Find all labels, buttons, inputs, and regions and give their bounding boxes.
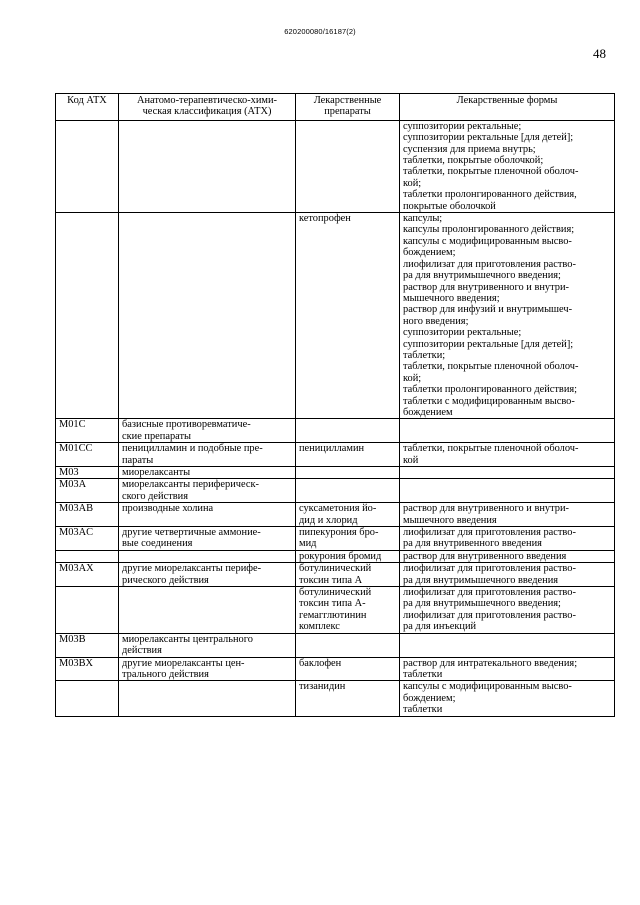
cell-line: кой: [403, 454, 419, 466]
cell-line: миорелаксанты центрального: [122, 633, 253, 645]
cell-line: тизанидин: [299, 681, 346, 693]
dosage-forms-cell: [400, 120, 615, 212]
cell-line: ботулинический: [299, 587, 372, 599]
cell-line: другие четвертичные аммоние-: [122, 527, 261, 539]
page-number: 48: [593, 46, 606, 61]
atc-class-cell: [119, 419, 296, 443]
cell-line: таблетки, покрытые оболочкой;: [403, 155, 544, 167]
atc-class-cell: [119, 633, 296, 657]
cell-line: другие миорелаксанты перифе-: [122, 563, 262, 575]
table-body: [56, 120, 615, 716]
cell-line: действия: [122, 645, 162, 657]
dosage-forms-cell: [400, 657, 615, 681]
atc-class-cell: [119, 550, 296, 562]
cell-line: суппозитории ректальные;: [403, 120, 522, 132]
cell-line: ского действия: [122, 490, 188, 502]
table-row: [56, 467, 615, 479]
dosage-forms-cell: [400, 681, 615, 716]
cell-line: бождением;: [403, 692, 456, 704]
dosage-forms-cell: [400, 443, 615, 467]
cell-line: ра для внутримышечного введения;: [403, 598, 561, 610]
table-row: [56, 120, 615, 212]
cell-line: рического действия: [122, 574, 209, 586]
atc-class-cell: [119, 443, 296, 467]
cell-line: дид и хлорид: [299, 514, 358, 526]
cell-line: пеницилламин: [299, 443, 365, 455]
table-row: [56, 587, 615, 634]
cell-line: мышечного введения;: [403, 292, 500, 304]
drug-name-cell: [296, 503, 400, 527]
cell-line: вые соединения: [122, 538, 193, 550]
drug-name-cell: [296, 213, 400, 419]
cell-line: капсулы пролонгированного действия;: [403, 224, 575, 236]
atc-class-cell: [119, 467, 296, 479]
cell-line: таблетки пролонгированного действия,: [403, 189, 577, 201]
cell-line: базисные противоревматиче-: [122, 419, 251, 431]
cell-line: лиофилизат для приготовления раство-: [403, 563, 576, 575]
cell-line: лиофилизат для приготовления раство-: [403, 609, 576, 621]
header-forms: Лекарственные формы: [400, 94, 615, 121]
cell-line: ного введения;: [403, 315, 469, 327]
table-row: [56, 503, 615, 527]
cell-line: пеницилламин и подобные пре-: [122, 443, 263, 455]
atc-code-cell: [56, 563, 119, 587]
cell-line: раствор для инфузий и внутримышеч-: [403, 304, 573, 316]
atc-table: [55, 93, 615, 717]
atc-class-cell: [119, 527, 296, 551]
atc-code-cell: [56, 527, 119, 551]
cell-line: бождением: [403, 406, 453, 418]
cell-line: миорелаксанты: [122, 467, 191, 478]
drug-name-cell: [296, 467, 400, 479]
drug-name-cell: [296, 563, 400, 587]
cell-line: суспензия для приема внутрь;: [403, 143, 536, 155]
cell-line: раствор для внутривенного введения: [403, 550, 567, 562]
dosage-forms-cell: [400, 503, 615, 527]
cell-line: суппозитории ректальные [для детей];: [403, 338, 574, 350]
drug-name-cell: [296, 657, 400, 681]
dosage-forms-cell: [400, 587, 615, 634]
drug-name-cell: [296, 681, 400, 716]
atc-class-cell: [119, 479, 296, 503]
atc-class-cell: [119, 503, 296, 527]
cell-line: баклофен: [299, 657, 342, 669]
table-row: [56, 419, 615, 443]
cell-line: производные холина: [122, 503, 214, 515]
cell-line: пипекурония бро-: [299, 527, 379, 539]
atc-class-cell: [119, 587, 296, 634]
drug-name-cell: [296, 587, 400, 634]
atc-code-cell: [56, 120, 119, 212]
cell-line: таблетки, покрытые пленочной оболоч-: [403, 361, 579, 373]
cell-line: гемагглютинин: [299, 609, 367, 621]
cell-line: таблетки с модифицированным высво-: [403, 395, 575, 407]
cell-line: M03A: [59, 479, 87, 491]
cell-line: капсулы с модифицированным высво-: [403, 681, 572, 693]
cell-line: раствор для внутривенного и внутри-: [403, 503, 569, 515]
cell-line: M03: [59, 467, 79, 478]
cell-line: ра для внутривенного введения: [403, 538, 542, 550]
dosage-forms-cell: [400, 467, 615, 479]
cell-line: кой;: [403, 177, 422, 189]
dosage-forms-cell: [400, 479, 615, 503]
cell-line: ра для инъекций: [403, 621, 477, 633]
cell-line: таблетки, покрытые пленочной оболоч-: [403, 443, 579, 455]
header-code: Код АТХ: [56, 94, 119, 121]
cell-line: суппозитории ректальные [для детей];: [403, 132, 574, 144]
table-header-row: [56, 94, 615, 121]
cell-line: токсин типа А-: [299, 598, 366, 610]
drug-name-cell: [296, 550, 400, 562]
drug-name-cell: [296, 633, 400, 657]
cell-line: таблетки, покрытые пленочной оболоч-: [403, 166, 579, 178]
atc-class-cell: [119, 213, 296, 419]
cell-line: ра для внутримышечного введения;: [403, 270, 561, 282]
cell-line: параты: [122, 454, 154, 466]
cell-line: раствор для интратекального введения;: [403, 657, 578, 669]
cell-line: таблетки: [403, 704, 443, 716]
cell-line: рокурония бромид: [299, 550, 382, 562]
cell-line: другие миорелаксанты цен-: [122, 657, 245, 669]
cell-line: бождением;: [403, 247, 456, 259]
drug-name-cell: [296, 527, 400, 551]
atc-code-cell: [56, 419, 119, 443]
dosage-forms-cell: [400, 527, 615, 551]
cell-line: кой;: [403, 372, 422, 384]
dosage-forms-cell: [400, 633, 615, 657]
cell-line: трального действия: [122, 668, 209, 680]
cell-line: M03B: [59, 633, 86, 645]
cell-line: лиофилизат для приготовления раство-: [403, 527, 576, 539]
cell-line: суппозитории ректальные;: [403, 327, 522, 339]
atc-code-cell: [56, 657, 119, 681]
cell-line: кетопрофен: [299, 213, 351, 225]
cell-line: M03BX: [59, 657, 94, 669]
atc-class-cell: [119, 657, 296, 681]
table-row: [56, 479, 615, 503]
atc-code-cell: [56, 550, 119, 562]
atc-code-cell: [56, 587, 119, 634]
cell-line: лиофилизат для приготовления раство-: [403, 258, 576, 270]
cell-line: капсулы;: [403, 213, 443, 225]
atc-class-cell: [119, 120, 296, 212]
drug-name-cell: [296, 443, 400, 467]
table-row: [56, 213, 615, 419]
table-row: [56, 563, 615, 587]
cell-line: таблетки пролонгированного действия;: [403, 384, 578, 396]
table-row: [56, 633, 615, 657]
cell-line: ра для внутримышечного введения: [403, 574, 559, 586]
table-row: [56, 681, 615, 716]
cell-line: M03AX: [59, 563, 94, 575]
cell-line: мышечного введения: [403, 514, 497, 526]
dosage-forms-cell: [400, 419, 615, 443]
dosage-forms-cell: [400, 213, 615, 419]
cell-line: M03AC: [59, 527, 94, 539]
drug-name-cell: [296, 120, 400, 212]
table-row: [56, 657, 615, 681]
cell-line: таблетки: [403, 668, 443, 680]
cell-line: мид: [299, 538, 317, 550]
table-row: [56, 550, 615, 562]
atc-class-cell: [119, 563, 296, 587]
header-drugs: Лекарственные препараты: [296, 94, 400, 121]
cell-line: раствор для внутривенного и внутри-: [403, 281, 569, 293]
document-id: 620200080/16187(2): [284, 27, 356, 36]
drug-name-cell: [296, 479, 400, 503]
atc-code-cell: [56, 213, 119, 419]
table-row: [56, 527, 615, 551]
cell-line: лиофилизат для приготовления раство-: [403, 587, 576, 599]
cell-line: M03AB: [59, 503, 94, 515]
cell-line: таблетки;: [403, 349, 446, 361]
cell-line: миорелаксанты периферическ-: [122, 479, 260, 491]
cell-line: ботулинический: [299, 563, 372, 575]
drug-name-cell: [296, 419, 400, 443]
atc-class-cell: [119, 681, 296, 716]
cell-line: капсулы с модифицированным высво-: [403, 235, 572, 247]
cell-line: M01CC: [59, 443, 93, 455]
cell-line: M01C: [59, 419, 86, 431]
dosage-forms-cell: [400, 550, 615, 562]
cell-line: комплекс: [299, 621, 340, 633]
atc-code-cell: [56, 443, 119, 467]
cell-line: ские препараты: [122, 430, 192, 442]
atc-code-cell: [56, 503, 119, 527]
atc-code-cell: [56, 479, 119, 503]
header-atc-class: Анатомо-терапевтическо-хими- ческая классификация (АТХ): [119, 94, 296, 121]
atc-code-cell: [56, 633, 119, 657]
table-row: [56, 443, 615, 467]
cell-line: токсин типа А: [299, 574, 363, 586]
atc-code-cell: [56, 467, 119, 479]
dosage-forms-cell: [400, 563, 615, 587]
cell-line: покрытые оболочкой: [403, 200, 496, 212]
cell-line: суксаметония йо-: [299, 503, 377, 515]
atc-code-cell: [56, 681, 119, 716]
